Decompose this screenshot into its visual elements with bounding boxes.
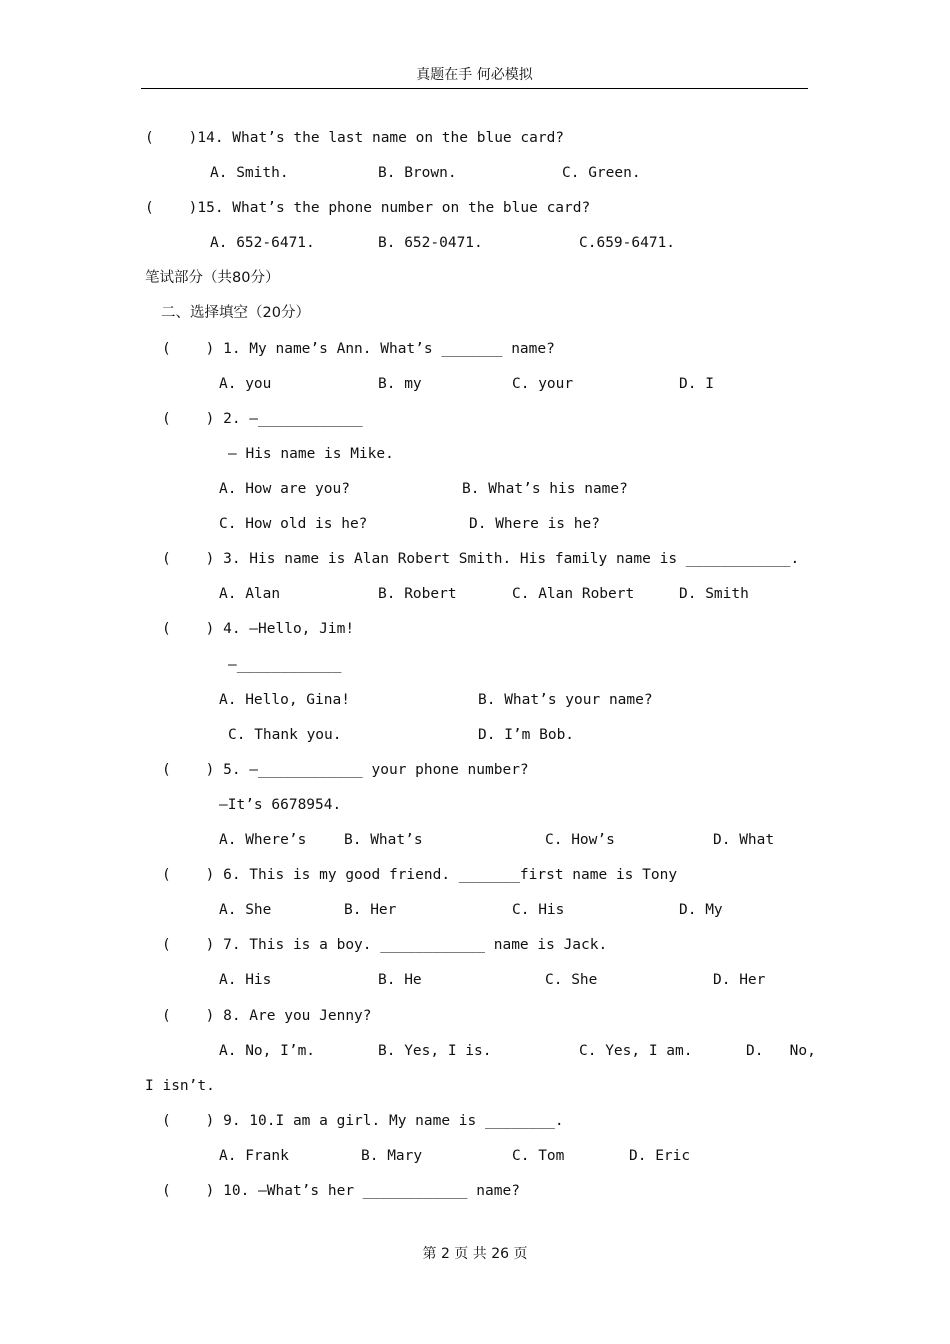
question-6-option-b: B. Her bbox=[344, 902, 397, 918]
question-6-option-a: A. She bbox=[219, 902, 272, 918]
question-15-option-b: B. 652-0471. bbox=[378, 235, 483, 251]
question-3-option-c: C. Alan Robert bbox=[512, 586, 635, 602]
question-6-option-c: C. His bbox=[512, 902, 565, 918]
question-15-option-a: A. 652-6471. bbox=[210, 235, 315, 251]
question-2-option-d: D. Where is he? bbox=[469, 516, 600, 532]
question-1-option-d: D. I bbox=[679, 376, 714, 392]
question-8-option-d: D. No, bbox=[746, 1043, 816, 1059]
question-2-option-c: C. How old is he? bbox=[219, 516, 368, 532]
question-3-option-a: A. Alan bbox=[219, 586, 281, 602]
question-1-option-a: A. you bbox=[219, 376, 272, 392]
question-7-stem: ( ) 7. This is a boy. ____________ name is Jack. bbox=[162, 937, 608, 953]
question-4-option-c: C. Thank you. bbox=[228, 727, 342, 743]
question-14-option-b: B. Brown. bbox=[378, 165, 457, 181]
question-8-option-d-continued: I isn’t. bbox=[145, 1078, 215, 1094]
question-14-option-a: A. Smith. bbox=[210, 165, 289, 181]
question-1-stem: ( ) 1. My name’s Ann. What’s _______ name? bbox=[162, 341, 555, 357]
question-1-option-c: C. your bbox=[512, 376, 574, 392]
question-8-stem: ( ) 8. Are you Jenny? bbox=[162, 1008, 372, 1024]
question-7-option-b: B. He bbox=[378, 972, 422, 988]
question-5-stem: ( ) 5. —____________ your phone number? bbox=[162, 762, 529, 778]
question-10-stem: ( ) 10. —What’s her ____________ name? bbox=[162, 1183, 520, 1199]
question-15-stem: ( )15. What’s the phone number on the blue card? bbox=[145, 200, 591, 216]
question-3-stem: ( ) 3. His name is Alan Robert Smith. His family name is ____________. bbox=[162, 551, 800, 567]
question-5-option-c: C. How’s bbox=[545, 832, 615, 848]
question-3-option-d: D. Smith bbox=[679, 586, 749, 602]
question-5-reply: —It’s 6678954. bbox=[219, 797, 342, 813]
question-2-reply: — His name is Mike. bbox=[228, 446, 394, 462]
question-9-option-c: C. Tom bbox=[512, 1148, 565, 1164]
written-part-heading: 笔试部分（共80分） bbox=[145, 270, 280, 286]
question-2-option-b: B. What’s his name? bbox=[462, 481, 628, 497]
question-8-option-a: A. No, I’m. bbox=[219, 1043, 316, 1059]
question-5-option-a: A. Where’s bbox=[219, 832, 307, 848]
question-9-option-a: A. Frank bbox=[219, 1148, 289, 1164]
question-7-option-c: C. She bbox=[545, 972, 598, 988]
question-9-option-b: B. Mary bbox=[361, 1148, 423, 1164]
section-2-heading: 二、选择填空（20分） bbox=[161, 305, 310, 321]
question-4-option-a: A. Hello, Gina! bbox=[219, 692, 350, 708]
question-6-option-d: D. My bbox=[679, 902, 723, 918]
question-5-option-d: D. What bbox=[713, 832, 775, 848]
header-rule bbox=[141, 88, 808, 89]
question-14-stem: ( )14. What’s the last name on the blue card? bbox=[145, 130, 565, 146]
page-header: 真题在手 何必模拟 bbox=[416, 67, 533, 83]
question-2-stem: ( ) 2. —____________ bbox=[162, 411, 363, 427]
question-8-option-b: B. Yes, I is. bbox=[378, 1043, 492, 1059]
question-4-reply: —____________ bbox=[228, 657, 342, 673]
question-7-option-d: D. Her bbox=[713, 972, 766, 988]
question-15-option-c: C.659-6471. bbox=[579, 235, 676, 251]
question-9-option-d: D. Eric bbox=[629, 1148, 691, 1164]
question-3-option-b: B. Robert bbox=[378, 586, 457, 602]
question-4-stem: ( ) 4. —Hello, Jim! bbox=[162, 621, 355, 637]
question-5-option-b: B. What’s bbox=[344, 832, 423, 848]
question-1-option-b: B. my bbox=[378, 376, 422, 392]
question-4-option-b: B. What’s your name? bbox=[478, 692, 653, 708]
question-7-option-a: A. His bbox=[219, 972, 272, 988]
question-9-stem: ( ) 9. 10.I am a girl. My name is ________. bbox=[162, 1113, 564, 1129]
question-6-stem: ( ) 6. This is my good friend. _______first name is Tony bbox=[162, 867, 678, 883]
question-4-option-d: D. I’m Bob. bbox=[478, 727, 575, 743]
question-8-option-c: C. Yes, I am. bbox=[579, 1043, 693, 1059]
page-footer: 第 2 页 共 26 页 bbox=[422, 1246, 528, 1262]
question-2-option-a: A. How are you? bbox=[219, 481, 350, 497]
question-14-option-c: C. Green. bbox=[562, 165, 641, 181]
